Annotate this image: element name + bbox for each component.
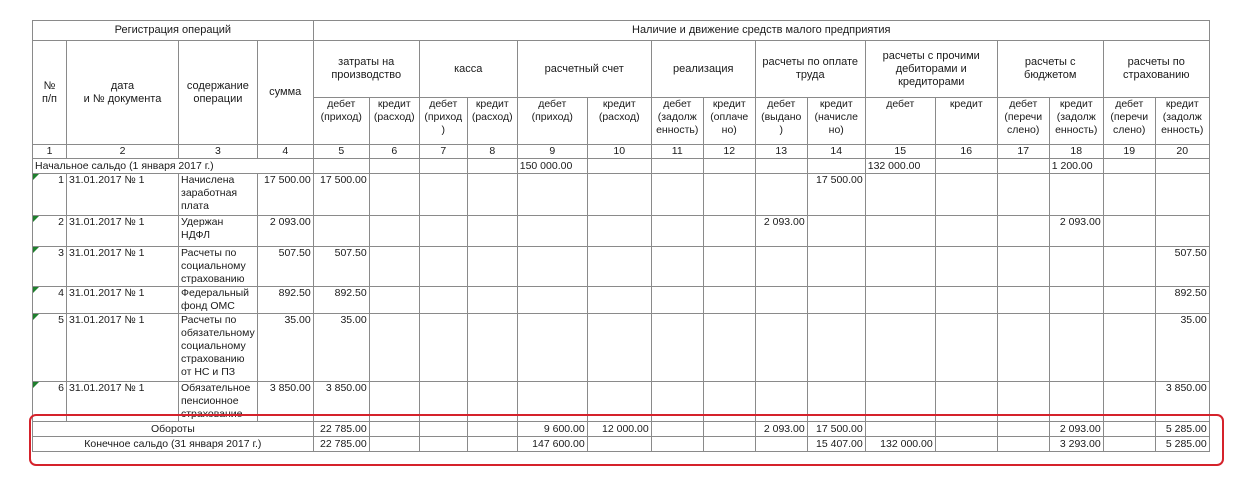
subcol-header: кредит (расход): [369, 98, 419, 145]
row-value: [369, 174, 419, 216]
opening-balance-value: 1 200.00: [1049, 159, 1103, 174]
row-value: [369, 287, 419, 314]
row-value: [419, 314, 467, 382]
turnover-value: [935, 422, 997, 437]
subcol-header: дебет (выдано ): [755, 98, 807, 145]
turnover-value: [1103, 422, 1155, 437]
subcol-header: дебет (приход): [313, 98, 369, 145]
turnover-value: 5 285.00: [1155, 422, 1209, 437]
row-value: 2 093.00: [755, 216, 807, 247]
row-number: 2: [33, 216, 67, 247]
row-value: [865, 287, 935, 314]
row-value: [467, 247, 517, 287]
opening-balance-value: [1103, 159, 1155, 174]
row-value: [369, 247, 419, 287]
subcol-header: кредит: [935, 98, 997, 145]
row-value: [865, 314, 935, 382]
column-number: 18: [1049, 145, 1103, 159]
col-number-header: № п/п: [33, 41, 67, 145]
opening-balance-value: [419, 159, 467, 174]
account-header: расчеты с бюджетом: [997, 41, 1103, 98]
subcol-header: дебет (приход ): [419, 98, 467, 145]
row-value: [755, 174, 807, 216]
col-date-header: дата и № документа: [67, 41, 179, 145]
opening-balance-value: [587, 159, 651, 174]
turnover-value: [865, 422, 935, 437]
subcol-header: кредит (задолж енность): [1049, 98, 1103, 145]
column-number: 9: [517, 145, 587, 159]
column-number: 11: [651, 145, 703, 159]
closing-balance-value: [419, 437, 467, 452]
row-value: [1103, 382, 1155, 422]
opening-balance-value: [1155, 159, 1209, 174]
row-value: [807, 287, 865, 314]
row-value: [807, 216, 865, 247]
row-value: [651, 314, 703, 382]
row-value: [467, 314, 517, 382]
row-value: [865, 382, 935, 422]
row-value: 507.50: [1155, 247, 1209, 287]
row-value: [587, 247, 651, 287]
row-value: [997, 174, 1049, 216]
row-value: 3 850.00: [1155, 382, 1209, 422]
row-value: [755, 287, 807, 314]
closing-balance-value: [703, 437, 755, 452]
row-value: [651, 247, 703, 287]
closing-balance-value: [467, 437, 517, 452]
row-value: [1155, 216, 1209, 247]
column-number: 3: [179, 145, 258, 159]
turnover-value: [703, 422, 755, 437]
row-value: [419, 287, 467, 314]
row-value: [935, 174, 997, 216]
row-value: [1049, 314, 1103, 382]
col-content-header: содержание операции: [179, 41, 258, 145]
closing-balance-value: [369, 437, 419, 452]
account-header: затраты на производство: [313, 41, 419, 98]
turnover-value: [997, 422, 1049, 437]
row-value: [1155, 174, 1209, 216]
row-value: 892.50: [1155, 287, 1209, 314]
row-value: [419, 247, 467, 287]
opening-balance-value: [997, 159, 1049, 174]
row-value: [467, 287, 517, 314]
opening-balance-value: [369, 159, 419, 174]
row-value: 17 500.00: [313, 174, 369, 216]
column-number: 15: [865, 145, 935, 159]
row-value: [1049, 287, 1103, 314]
column-number: 6: [369, 145, 419, 159]
row-content: Обязательное пенсионное страхование: [179, 382, 258, 422]
row-value: [1103, 314, 1155, 382]
subcol-header: кредит (расход): [587, 98, 651, 145]
turnover-value: 22 785.00: [313, 422, 369, 437]
row-value: [997, 314, 1049, 382]
closing-balance-label: Конечное сальдо (31 января 2017 г.): [33, 437, 314, 452]
row-value: [807, 247, 865, 287]
column-number: 19: [1103, 145, 1155, 159]
closing-balance-value: [1103, 437, 1155, 452]
row-value: [935, 314, 997, 382]
row-sum: 892.50: [257, 287, 313, 314]
row-value: [935, 287, 997, 314]
row-value: [587, 216, 651, 247]
row-content: Начислена заработная плата: [179, 174, 258, 216]
group-movement-header: Наличие и движение средств малого предприятия: [313, 21, 1209, 41]
opening-balance-value: [703, 159, 755, 174]
row-value: [865, 174, 935, 216]
row-value: [1103, 174, 1155, 216]
column-number: 2: [67, 145, 179, 159]
row-document: 31.01.2017 № 1: [67, 216, 179, 247]
row-value: [1103, 216, 1155, 247]
account-header: расчеты по оплате труда: [755, 41, 865, 98]
closing-balance-value: 147 600.00: [517, 437, 587, 452]
row-value: [1103, 247, 1155, 287]
row-value: [703, 382, 755, 422]
row-value: [1049, 382, 1103, 422]
row-value: [651, 382, 703, 422]
opening-balance-value: 132 000.00: [865, 159, 935, 174]
row-value: [587, 314, 651, 382]
subcol-header: кредит (начисле но): [807, 98, 865, 145]
turnover-value: [419, 422, 467, 437]
row-value: [517, 247, 587, 287]
closing-balance-value: [997, 437, 1049, 452]
row-value: [703, 174, 755, 216]
subcol-header: дебет: [865, 98, 935, 145]
row-value: [369, 382, 419, 422]
column-number: 14: [807, 145, 865, 159]
column-number: 4: [257, 145, 313, 159]
row-value: 2 093.00: [1049, 216, 1103, 247]
turnover-value: [369, 422, 419, 437]
row-value: [807, 314, 865, 382]
account-header: расчеты с прочими дебиторами и кредиторами: [865, 41, 997, 98]
row-value: [419, 216, 467, 247]
opening-balance-value: [807, 159, 865, 174]
column-number: 1: [33, 145, 67, 159]
row-value: [587, 174, 651, 216]
row-sum: 35.00: [257, 314, 313, 382]
closing-balance-value: [587, 437, 651, 452]
subcol-header: дебет (перечи слено): [997, 98, 1049, 145]
turnover-label: Обороты: [33, 422, 314, 437]
row-value: [703, 314, 755, 382]
row-value: [517, 216, 587, 247]
column-number: 17: [997, 145, 1049, 159]
row-document: 31.01.2017 № 1: [67, 314, 179, 382]
row-value: [419, 382, 467, 422]
row-sum: 2 093.00: [257, 216, 313, 247]
row-value: [517, 382, 587, 422]
opening-balance-value: [313, 159, 369, 174]
row-value: [369, 314, 419, 382]
row-document: 31.01.2017 № 1: [67, 287, 179, 314]
turnover-value: 2 093.00: [1049, 422, 1103, 437]
row-document: 31.01.2017 № 1: [67, 247, 179, 287]
account-header: касса: [419, 41, 517, 98]
column-number: 10: [587, 145, 651, 159]
row-value: [467, 216, 517, 247]
row-value: [935, 382, 997, 422]
row-value: 17 500.00: [807, 174, 865, 216]
row-value: [807, 382, 865, 422]
subcol-header: дебет (задолж енность): [651, 98, 703, 145]
col-sum-header: сумма: [257, 41, 313, 145]
turnover-value: 17 500.00: [807, 422, 865, 437]
row-value: [865, 216, 935, 247]
row-value: [651, 174, 703, 216]
subcol-header: кредит (задолж енность): [1155, 98, 1209, 145]
closing-balance-value: [935, 437, 997, 452]
row-sum: 17 500.00: [257, 174, 313, 216]
turnover-value: [467, 422, 517, 437]
closing-balance-value: 22 785.00: [313, 437, 369, 452]
column-number: 16: [935, 145, 997, 159]
row-value: [587, 382, 651, 422]
row-content: Федеральный фонд ОМС: [179, 287, 258, 314]
row-number: 1: [33, 174, 67, 216]
column-number: 5: [313, 145, 369, 159]
row-sum: 507.50: [257, 247, 313, 287]
row-value: [997, 216, 1049, 247]
row-value: [935, 216, 997, 247]
account-header: реализация: [651, 41, 755, 98]
closing-balance-value: 132 000.00: [865, 437, 935, 452]
row-number: 4: [33, 287, 67, 314]
row-value: 892.50: [313, 287, 369, 314]
row-value: [467, 174, 517, 216]
row-value: [651, 216, 703, 247]
subcol-header: кредит (оплаче но): [703, 98, 755, 145]
row-value: [703, 216, 755, 247]
row-value: [369, 216, 419, 247]
account-header: расчетный счет: [517, 41, 651, 98]
turnover-value: [651, 422, 703, 437]
row-value: 3 850.00: [313, 382, 369, 422]
row-value: [313, 216, 369, 247]
row-value: [755, 314, 807, 382]
row-value: [419, 174, 467, 216]
closing-balance-value: [651, 437, 703, 452]
row-value: [587, 287, 651, 314]
closing-balance-value: 5 285.00: [1155, 437, 1209, 452]
row-value: [865, 247, 935, 287]
column-number: 13: [755, 145, 807, 159]
row-value: [651, 287, 703, 314]
row-content: Расчеты по обязательному социальному страхованию от НС и ПЗ: [179, 314, 258, 382]
row-value: [1049, 247, 1103, 287]
opening-balance-value: [467, 159, 517, 174]
closing-balance-value: 3 293.00: [1049, 437, 1103, 452]
subcol-header: кредит (расход): [467, 98, 517, 145]
subcol-header: дебет (перечи слено): [1103, 98, 1155, 145]
row-value: 507.50: [313, 247, 369, 287]
opening-balance-value: [755, 159, 807, 174]
row-value: [517, 287, 587, 314]
turnover-value: 9 600.00: [517, 422, 587, 437]
opening-balance-value: [651, 159, 703, 174]
row-document: 31.01.2017 № 1: [67, 174, 179, 216]
opening-balance-value: 150 000.00: [517, 159, 587, 174]
row-value: [1103, 287, 1155, 314]
row-value: [755, 382, 807, 422]
row-value: [1049, 174, 1103, 216]
row-value: [997, 287, 1049, 314]
row-number: 3: [33, 247, 67, 287]
journal-table: [32, 20, 1210, 452]
row-value: [467, 382, 517, 422]
opening-balance-value: [935, 159, 997, 174]
row-value: [997, 382, 1049, 422]
column-number: 12: [703, 145, 755, 159]
row-value: [703, 247, 755, 287]
row-number: 5: [33, 314, 67, 382]
row-value: 35.00: [313, 314, 369, 382]
row-number: 6: [33, 382, 67, 422]
column-number: 7: [419, 145, 467, 159]
row-value: [517, 174, 587, 216]
row-value: [703, 287, 755, 314]
row-content: Расчеты по социальному страхованию: [179, 247, 258, 287]
column-number: 20: [1155, 145, 1209, 159]
row-value: [517, 314, 587, 382]
subcol-header: дебет (приход): [517, 98, 587, 145]
row-value: [935, 247, 997, 287]
closing-balance-value: 15 407.00: [807, 437, 865, 452]
opening-balance-label: Начальное сальдо (1 января 2017 г.): [33, 159, 314, 174]
turnover-value: 12 000.00: [587, 422, 651, 437]
row-document: 31.01.2017 № 1: [67, 382, 179, 422]
closing-balance-value: [755, 437, 807, 452]
row-value: 35.00: [1155, 314, 1209, 382]
group-registration-header: Регистрация операций: [33, 21, 314, 41]
account-header: расчеты по страхованию: [1103, 41, 1209, 98]
row-value: [997, 247, 1049, 287]
column-number: 8: [467, 145, 517, 159]
row-value: [755, 247, 807, 287]
row-content: Удержан НДФЛ: [179, 216, 258, 247]
turnover-value: 2 093.00: [755, 422, 807, 437]
row-sum: 3 850.00: [257, 382, 313, 422]
